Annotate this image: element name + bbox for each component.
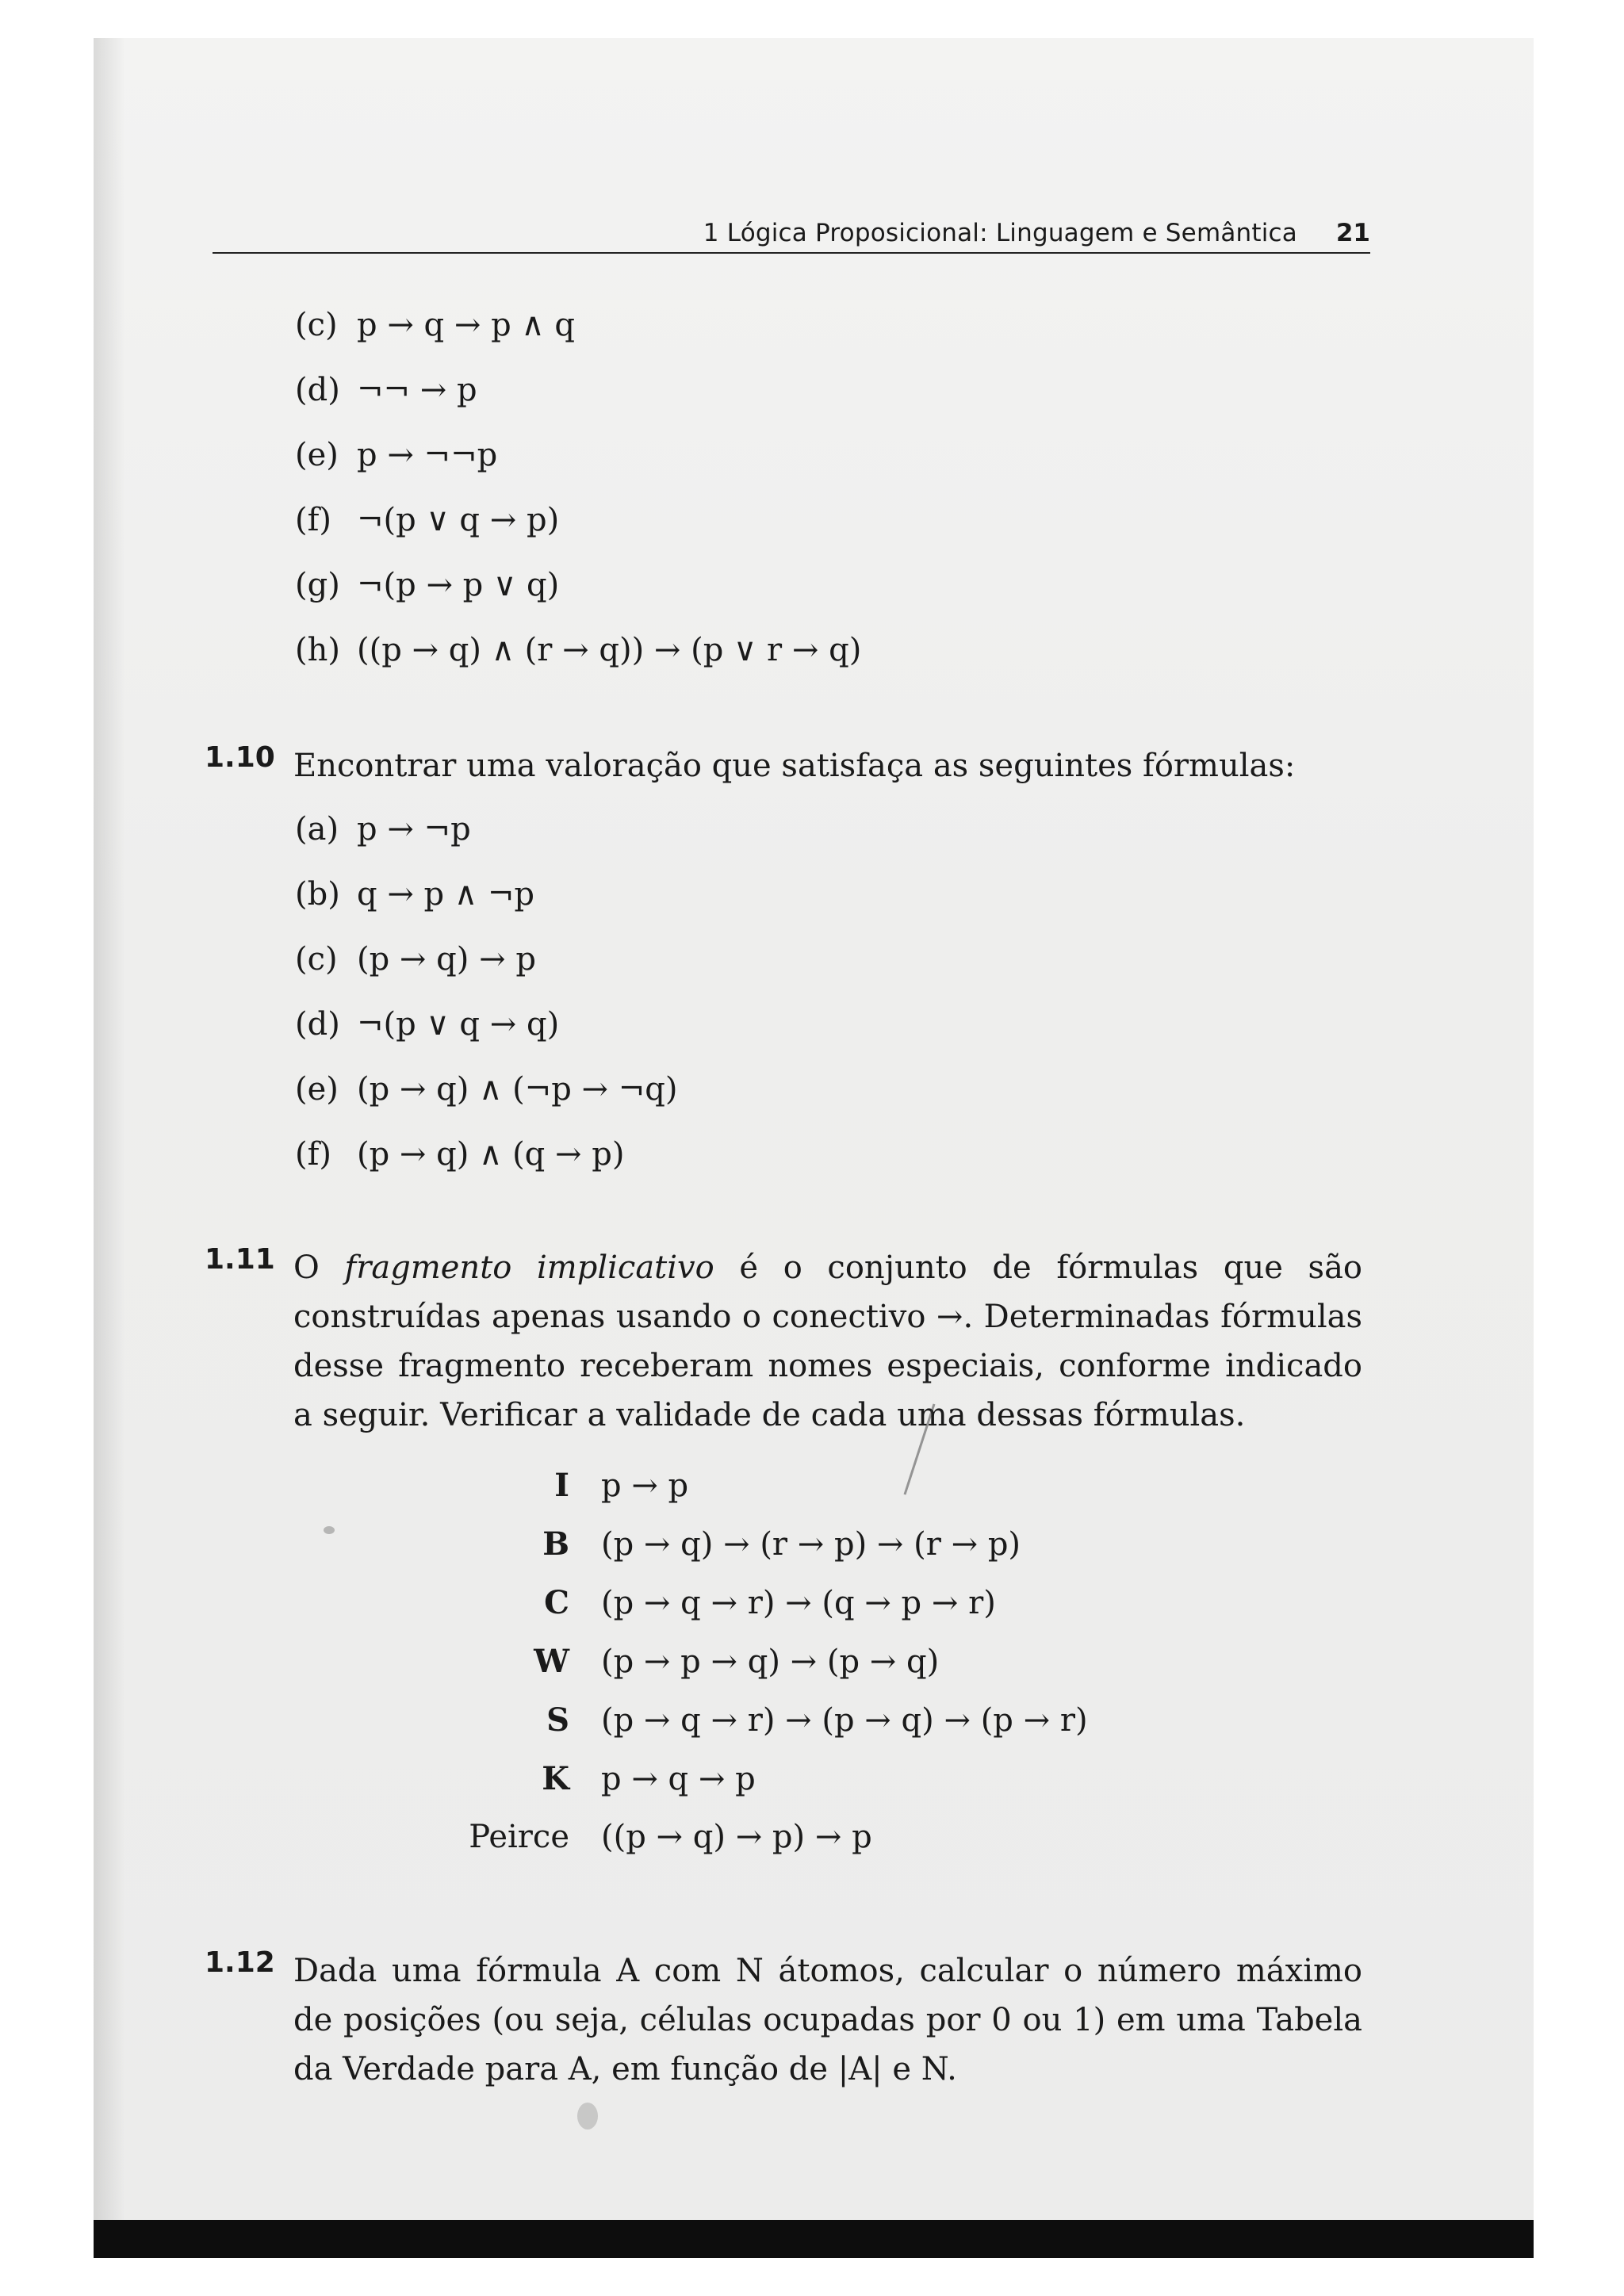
list-item xyxy=(295,634,1358,699)
formula: (p → q) → p xyxy=(357,941,536,978)
combinator-name: Peirce xyxy=(469,1819,569,1855)
combinator-name: I xyxy=(554,1467,569,1504)
formula: ¬¬ → p xyxy=(357,372,477,408)
list-item xyxy=(295,1138,1358,1203)
list-item xyxy=(295,1073,1358,1138)
exercise-1-10-list xyxy=(295,813,1358,1203)
combinator-formula: p → q → p xyxy=(601,1761,756,1797)
item-label: (d) xyxy=(295,1006,340,1043)
combinator-row xyxy=(444,1760,1088,1819)
combinator-row xyxy=(444,1584,1088,1643)
item-label: (g) xyxy=(295,567,340,603)
statement-rest: é o conjunto de fórmulas que são construídas apenas usando o conectivo →. Determinadas fórmulas desse fragmento receberam nomes especiais, conforme indicado a seguir. Verificar a validade de cada uma dessas fórmulas. xyxy=(293,1249,1362,1433)
formula: p → q → p ∧ q xyxy=(357,307,576,343)
exercise-number: 1.10 xyxy=(205,741,275,774)
formula: p → ¬p xyxy=(357,811,471,848)
combinator-formula: (p → q → r) → (q → p → r) xyxy=(601,1585,996,1621)
formula: q → p ∧ ¬p xyxy=(357,876,534,913)
list-item xyxy=(295,504,1358,569)
exercise-1-10 xyxy=(205,741,1362,790)
combinator-formula: (p → p → q) → (p → q) xyxy=(601,1644,940,1680)
item-label: (c) xyxy=(295,941,338,978)
list-item xyxy=(295,374,1358,439)
combinator-row xyxy=(444,1701,1088,1760)
exercise-statement: Encontrar uma valoração que satisfaça as seguintes fórmulas: xyxy=(293,748,1296,784)
combinator-row xyxy=(444,1525,1088,1584)
statement-start: O xyxy=(293,1249,345,1286)
combinator-name: K xyxy=(542,1760,569,1797)
list-item xyxy=(295,943,1358,1008)
item-label: (d) xyxy=(295,372,340,408)
combinator-formula: ((p → q) → p) → p xyxy=(601,1819,872,1855)
combinator-table xyxy=(444,1467,1088,1877)
combinator-formula: (p → q → r) → (p → q) → (p → r) xyxy=(601,1702,1088,1739)
page-header xyxy=(213,212,1370,254)
formula: ((p → q) ∧ (r → q)) → (p ∨ r → q) xyxy=(357,632,862,668)
exercise-statement xyxy=(293,1243,1362,1440)
statement-emphasis: fragmento implicativo xyxy=(344,1249,714,1286)
item-label: (c) xyxy=(295,307,338,343)
combinator-row xyxy=(444,1819,1088,1877)
item-label: (e) xyxy=(295,1071,339,1108)
combinator-formula: p → p xyxy=(601,1468,689,1504)
combinator-formula: (p → q) → (r → p) → (r → p) xyxy=(601,1526,1021,1563)
combinator-name: S xyxy=(546,1701,569,1739)
list-item xyxy=(295,439,1358,504)
combinator-name: B xyxy=(542,1525,569,1563)
item-label: (b) xyxy=(295,876,340,913)
formula: ¬(p ∨ q → p) xyxy=(357,502,560,538)
formula: ¬(p → p ∨ q) xyxy=(357,567,560,603)
item-label: (a) xyxy=(295,811,339,848)
formula: p → ¬¬p xyxy=(357,437,498,473)
exercise-statement: Dada uma fórmula A com N átomos, calcular o número máximo de posições (ou seja, células ocupadas por 0 ou 1) em uma Tabela da Verdade para A, em função de |A| e N. xyxy=(293,1953,1362,2087)
formula: ¬(p ∨ q → q) xyxy=(357,1006,560,1043)
page-shadow xyxy=(94,38,125,2220)
running-head: 1 Lógica Proposicional: Linguagem e Semântica xyxy=(703,219,1297,247)
list-item xyxy=(295,878,1358,943)
list-item xyxy=(295,813,1358,878)
exercise-number: 1.11 xyxy=(205,1243,275,1276)
combinator-name: W xyxy=(534,1643,569,1680)
exercise-number: 1.12 xyxy=(205,1946,275,1979)
item-label: (e) xyxy=(295,437,339,473)
scan-speck xyxy=(324,1526,335,1534)
list-item xyxy=(295,1008,1358,1073)
scan-border xyxy=(94,2220,1534,2258)
formula: (p → q) ∧ (¬p → ¬q) xyxy=(357,1071,678,1108)
combinator-name: C xyxy=(544,1584,569,1621)
list-item xyxy=(295,309,1358,374)
item-label: (h) xyxy=(295,632,340,668)
formula: (p → q) ∧ (q → p) xyxy=(357,1136,625,1173)
list-item xyxy=(295,569,1358,634)
scan-speck xyxy=(577,2103,598,2130)
page-number: 21 xyxy=(1335,219,1370,247)
combinator-row xyxy=(444,1643,1088,1701)
exercise-1-12 xyxy=(205,1946,1362,2094)
carryover-list xyxy=(295,309,1358,699)
item-label: (f) xyxy=(295,1136,332,1173)
combinator-row xyxy=(444,1467,1088,1525)
item-label: (f) xyxy=(295,502,332,538)
exercise-1-11 xyxy=(205,1243,1362,1440)
